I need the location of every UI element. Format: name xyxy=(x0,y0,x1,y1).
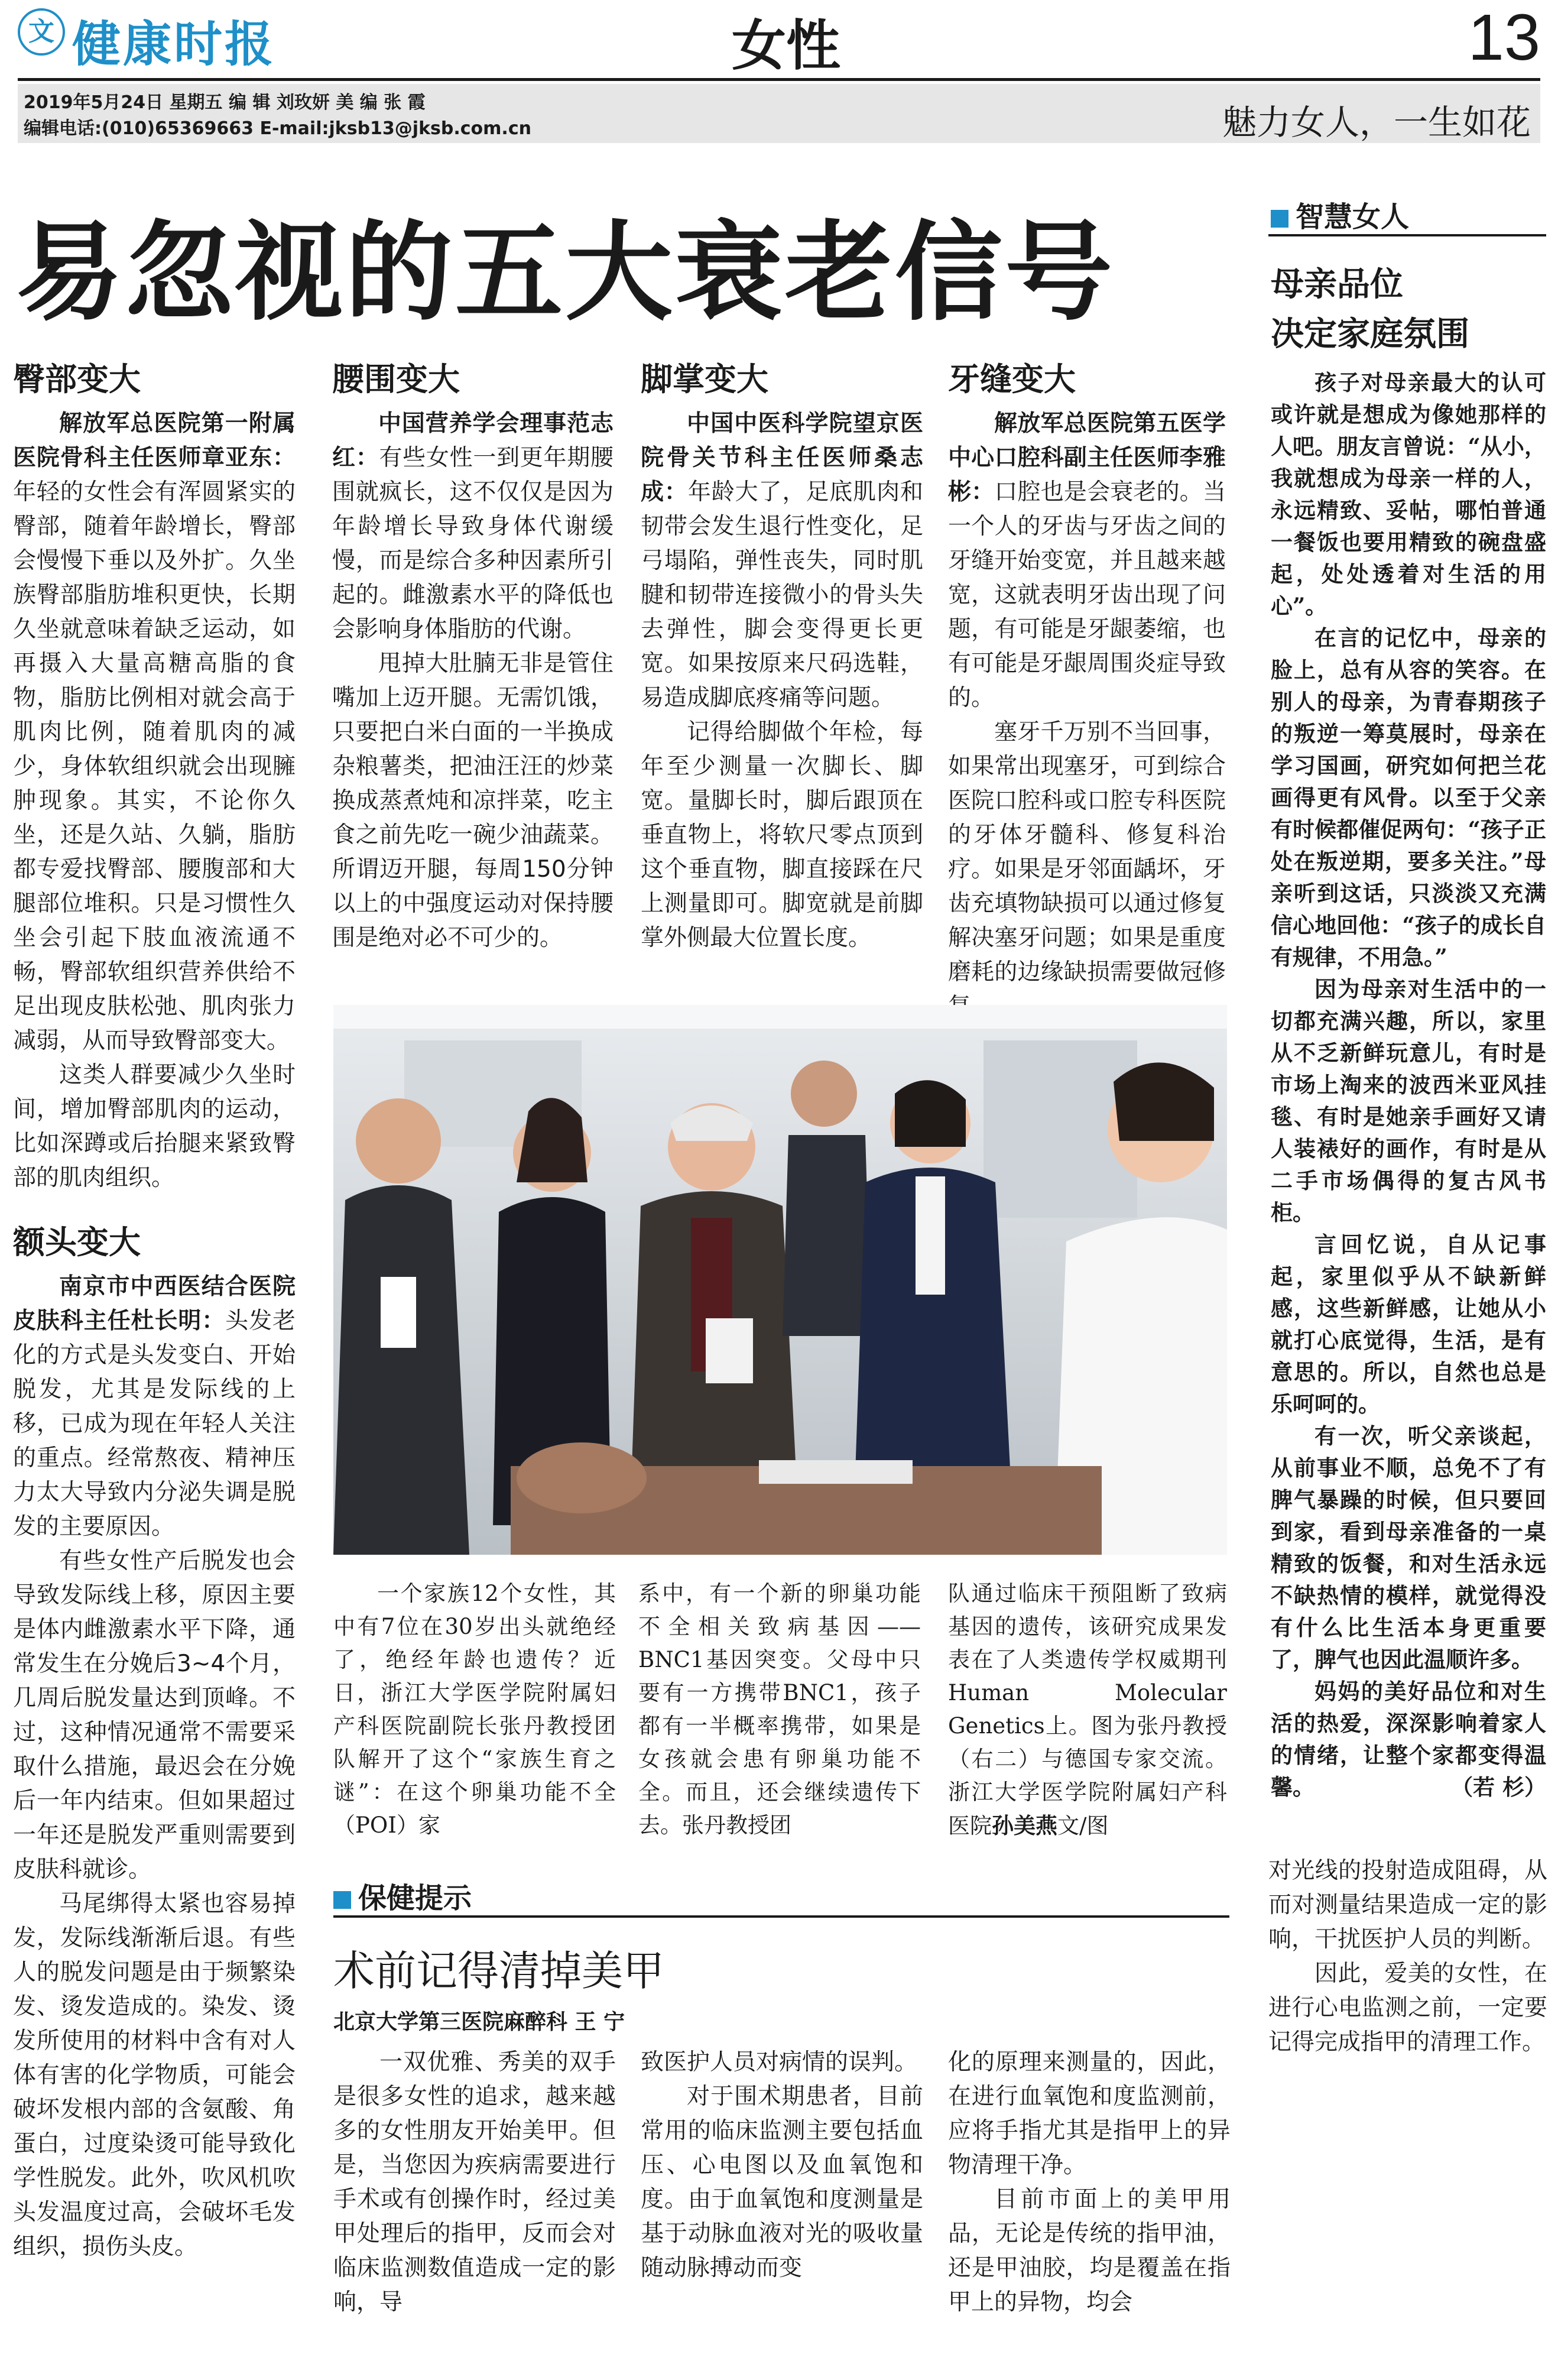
paragraph: 解放军总医院第五医学中心口腔科副主任医师李雅彬：口腔也是会衰老的。当一个人的牙齿与牙齿之间的牙缝开始变宽，并且越来越宽，这就表明牙齿出现了问题，有可能是牙龈萎缩，也有可能是牙龈周围炎症导致的。 xyxy=(948,410,1226,711)
paragraph: 记得给脚做个年检，每年至少测量一次脚长、脚宽。量脚长时，脚后跟顶在垂直物上，将软尺零点顶到这个垂直物，脚直接踩在尺上测量即可。脚宽就是前脚掌外侧最大位置长度。 xyxy=(641,719,923,951)
paragraph: 甩掉大肚腩无非是管住嘴加上迈开腿。无需饥饿，只要把白米白面的一半换成杂粮薯类，把油汪汪的炒菜换成蒸煮炖和凉拌菜，吃主食之前先吃一碗少油蔬菜。所谓迈开腿，每周150分钟以上的中强度运动对保持腰围是绝对必不可少的。 xyxy=(332,650,614,951)
square-bullet-icon xyxy=(333,1891,351,1909)
article-column-1 xyxy=(13,356,296,2354)
subhead-feet: 脚掌变大 xyxy=(641,361,768,398)
newspaper-name: 健康时报 xyxy=(72,17,276,73)
news-photo xyxy=(333,1005,1227,1555)
paragraph: 有一次，听父亲谈起，从前事业不顺，总免不了有脾气暴躁的时候，但只要回到家，看到母亲准备的一桌精致的饭餐，和对生活永远不缺热情的模样，就觉得没有什么比生活本身更重要了，脾气也因此温顺许多。 xyxy=(1271,1423,1546,1672)
section-tag-wisdom-woman: 智慧女人 xyxy=(1271,194,1409,235)
section-rule xyxy=(333,1915,1229,1918)
subhead-teeth: 牙缝变大 xyxy=(948,361,1076,398)
byline: 解放军总医院第一附属医院骨科主任医师章亚东： xyxy=(13,410,296,471)
paragraph: 因此，爱美的女性，在进行心电监测之前，一定要记得完成指甲的清理工作。 xyxy=(1268,1960,1547,2055)
paragraph: 目前市面上的美甲用品，无论是传统的指甲油，还是甲油胶，均是覆盖在指甲上的异物，均会 xyxy=(948,2186,1231,2316)
author-signature: （若 杉） xyxy=(1451,1774,1546,1800)
byline: 中国中医科学院望京医院骨关节科主任医师桑志成： xyxy=(641,410,923,505)
page-number: 13 xyxy=(1468,1,1540,74)
health-tip-title: 术前记得清掉美甲 xyxy=(333,1947,664,1995)
health-tip-column-1 xyxy=(333,2045,616,2365)
contact-line: 编辑电话:(010)65369663 E-mail:jksb13@jksb.com.cn xyxy=(24,118,531,139)
article-column-3 xyxy=(641,356,923,977)
paragraph: 对于围术期患者，目前常用的临床监测主要包括血压、心电图以及血氧饱和度。由于血氧饱和度测量是基于动脉血液对光的吸收量随动脉搏动而变 xyxy=(641,2083,923,2281)
paragraph: 解放军总医院第一附属医院骨科主任医师章亚东：年轻的女性会有浑圆紧实的臀部，随着年龄增长，臀部会慢慢下垂以及外扩。久坐族臀部脂肪堆积更快，长期久坐就意味着缺乏运动，如再摄入大量高糖高脂的食物，脂肪比例相对就会高于肌肉比例，随着肌肉的减少，身体软组织就会出现臃肿现象。其实，不论你久坐，还是久站、久躺，脂肪都专爱找臀部、腰腹部和大腿部位堆积。只是习惯性久坐会引起下肢血液流通不畅，臀部软组织营养供给不足出现皮肤松弛、肌肉张力减弱，从而导致臀部变大。 xyxy=(13,410,296,1054)
subhead-buttocks: 臀部变大 xyxy=(13,361,141,398)
paragraph: 这类人群要减少久坐时间，增加臀部肌肉的运动，比如深蹲或后抬腿来紧致臀部的肌肉组织。 xyxy=(13,1062,296,1191)
paragraph: 化的原理来测量的，因此，在进行血氧饱和度监测前，应将手指尤其是指甲上的异物清理干净。 xyxy=(948,2049,1231,2178)
section-tag-health-tip: 保健提示 xyxy=(333,1875,472,1916)
date-editor-line: 2019年5月24日 星期五 编 辑 刘玫妍 美 编 张 霞 xyxy=(24,92,426,113)
paragraph: 对光线的投射造成阻碍，从而对测量结果造成一定的影响，干扰医护人员的判断。 xyxy=(1268,1857,1547,1953)
byline: 南京市中西医结合医院皮肤科主任杜长明： xyxy=(13,1273,296,1334)
section-name: 女性 xyxy=(731,14,840,77)
health-tip-author: 北京大学第三医院麻醉科 王 宁 xyxy=(333,2010,625,2034)
newspaper-logo-icon: 文 xyxy=(18,8,65,56)
article-column-2 xyxy=(332,356,614,977)
sidebar-title: 母亲品位 决定家庭氛围 xyxy=(1271,265,1469,354)
photo-caption-col-2 xyxy=(638,1577,921,1837)
caption-text: 一个家族12个女性，其中有7位在30岁出头就绝经了，绝经年龄也遗传？近日，浙江大学医学院附属妇产科医院副院长张丹教授团队解开了这个“家族生育之谜”：在这个卵巢功能不全（POI）家 xyxy=(333,1581,616,1838)
byline: 解放军总医院第五医学中心口腔科副主任医师李雅彬： xyxy=(948,410,1226,505)
paragraph: 塞牙千万别不当回事，如果常出现塞牙，可到综合医院口腔科或口腔专科医院的牙体牙髓科、修复科治疗。如果是牙邻面龋坏，牙齿充填物缺损可以通过修复解决塞牙问题；如果是重度磨耗的边缘缺损需要做冠修 xyxy=(948,719,1226,985)
photo-caption-col-3 xyxy=(948,1577,1227,1837)
paragraph: 中国营养学会理事范志红：有些女性一到更年期腰围就疯长，这不仅仅是因为年龄增长导致身体代谢缓慢，而是综合多种因素所引起的。雌激素水平的降低也会影响身体脂肪的代谢。 xyxy=(332,410,614,643)
main-headline: 易忽视的五大衰老信号 xyxy=(15,209,1115,335)
health-tip-column-2 xyxy=(641,2045,923,2365)
masthead-rule xyxy=(18,78,1540,81)
section-rule xyxy=(1268,234,1546,236)
paragraph: 中国中医科学院望京医院骨关节科主任医师桑志成：年龄大了，足底肌肉和韧带会发生退行性变化，足弓塌陷，弹性丧失，同时肌腱和韧带连接微小的骨头失去弹性，脚会变得更长更宽。如果按原来尺码选鞋，易造成脚底疼痛等问题。 xyxy=(641,410,923,711)
article-column-4 xyxy=(948,356,1226,985)
paragraph: 在言的记忆中，母亲的脸上，总有从容的笑容。在别人的母亲，为青春期孩子的叛逆一筹莫展时，母亲在学习国画，研究如何把兰花画得更有风骨。以至于父亲有时候都催促两句：“孩子正处在叛逆期，要多关注。”母亲听到这话，只淡淡又充满信心地回他：“孩子的成长自有规律，不用急。” xyxy=(1271,625,1546,970)
caption-text: 系中，有一个新的卵巢功能不全相关致病基因——BNC1基因突变。父母中只要有一方携带BNC1，孩子都有一半概率携带，如果是女孩就会患有卵巢功能不全。而且，还会继续遗传下去。张丹教授团 xyxy=(638,1581,921,1838)
paragraph: 一双优雅、秀美的双手是很多女性的追求，越来越多的女性朋友开始美甲。但是，当您因为疾病需要进行手术或有创操作时，经过美甲处理后的指甲，反而会对临床监测数值造成一定的影响，导 xyxy=(333,2049,616,2316)
health-tip-column-4 xyxy=(1268,1854,1547,2362)
paragraph: 有些女性产后脱发也会导致发际线上移，原因主要是体内雌激素水平下降，通常发生在分娩后3~4个月，几周后脱发量达到顶峰。不过，这种情况通常不需要采取什么措施，最迟会在分娩后一年内结束。但如果超过一年还是脱发严重则需要到皮肤科就诊。 xyxy=(13,1548,296,1883)
paragraph: 致医护人员对病情的误判。 xyxy=(641,2049,918,2076)
paragraph: 马尾绑得太紧也容易掉发，发际线渐渐后退。有些人的脱发问题是由于频繁染发、烫发造成的。染发、烫发所使用的材料中含有对人体有害的化学物质，可能会破坏发根内部的含氨酸、角蛋白，过度染烫可能导致化学性脱发。此外，吹风机吹头发温度过高，会破坏毛发组织，损伤头皮。 xyxy=(13,1891,296,2260)
subhead-waist: 腰围变大 xyxy=(332,361,460,398)
byline: 中国营养学会理事范志红： xyxy=(332,410,614,471)
paragraph: 因为母亲对生活中的一切都充满兴趣，所以，家里从不乏新鲜玩意儿，有时是市场上淘来的波西米亚风挂毯、有时是她亲手画好又请人装裱好的画作，有时是从二手市场偶得的复古风书柜。 xyxy=(1271,976,1546,1225)
page-slogan: 魅力女人，一生如花 xyxy=(1222,102,1531,142)
paragraph: 言回忆说，自从记事起，家里似乎从不缺新鲜感，这些新鲜感，让她从小就打心底觉得，生活，是有意思的。所以，自然也总是乐呵呵的。 xyxy=(1271,1231,1546,1417)
photo-credit-name: 孙美燕 xyxy=(992,1812,1057,1838)
health-tip-column-3 xyxy=(948,2045,1231,2365)
paragraph: 妈妈的美好品位和对生活的热爱，深深影响着家人的情绪，让整个家都变得温馨。 （若 杉） xyxy=(1271,1675,1546,1803)
paragraph: 孩子对母亲最大的认可或许就是想成为像她那样的人吧。朋友言曾说：“从小，我就想成为母亲一样的人，永远精致、妥帖，哪怕普通一餐饭也要用精致的碗盘盛起，处处透着对生活的用心”。 xyxy=(1271,369,1546,619)
photo-illustration xyxy=(333,1005,1227,1555)
photo-caption-col-1 xyxy=(333,1577,616,1837)
caption-text: 队通过临床干预阻断了致病基因的遗传，该研究成果发表在了人类遗传学权威期刊Human Molecular Genetics上。图为张丹教授（右二）与德国专家交流。浙江大学医学院附属妇产科医院孙美燕文/图 xyxy=(948,1581,1227,1838)
square-bullet-icon xyxy=(1271,210,1288,228)
subhead-forehead: 额头变大 xyxy=(13,1224,141,1261)
sidebar-body xyxy=(1271,367,1546,1833)
paragraph: 南京市中西医结合医院皮肤科主任杜长明：头发老化的方式是头发变白、开始脱发，尤其是发际线的上移，已成为现在年轻人关注的重点。经常熬夜、精神压力太大导致内分泌失调是脱发的主要原因。 xyxy=(13,1273,296,1540)
